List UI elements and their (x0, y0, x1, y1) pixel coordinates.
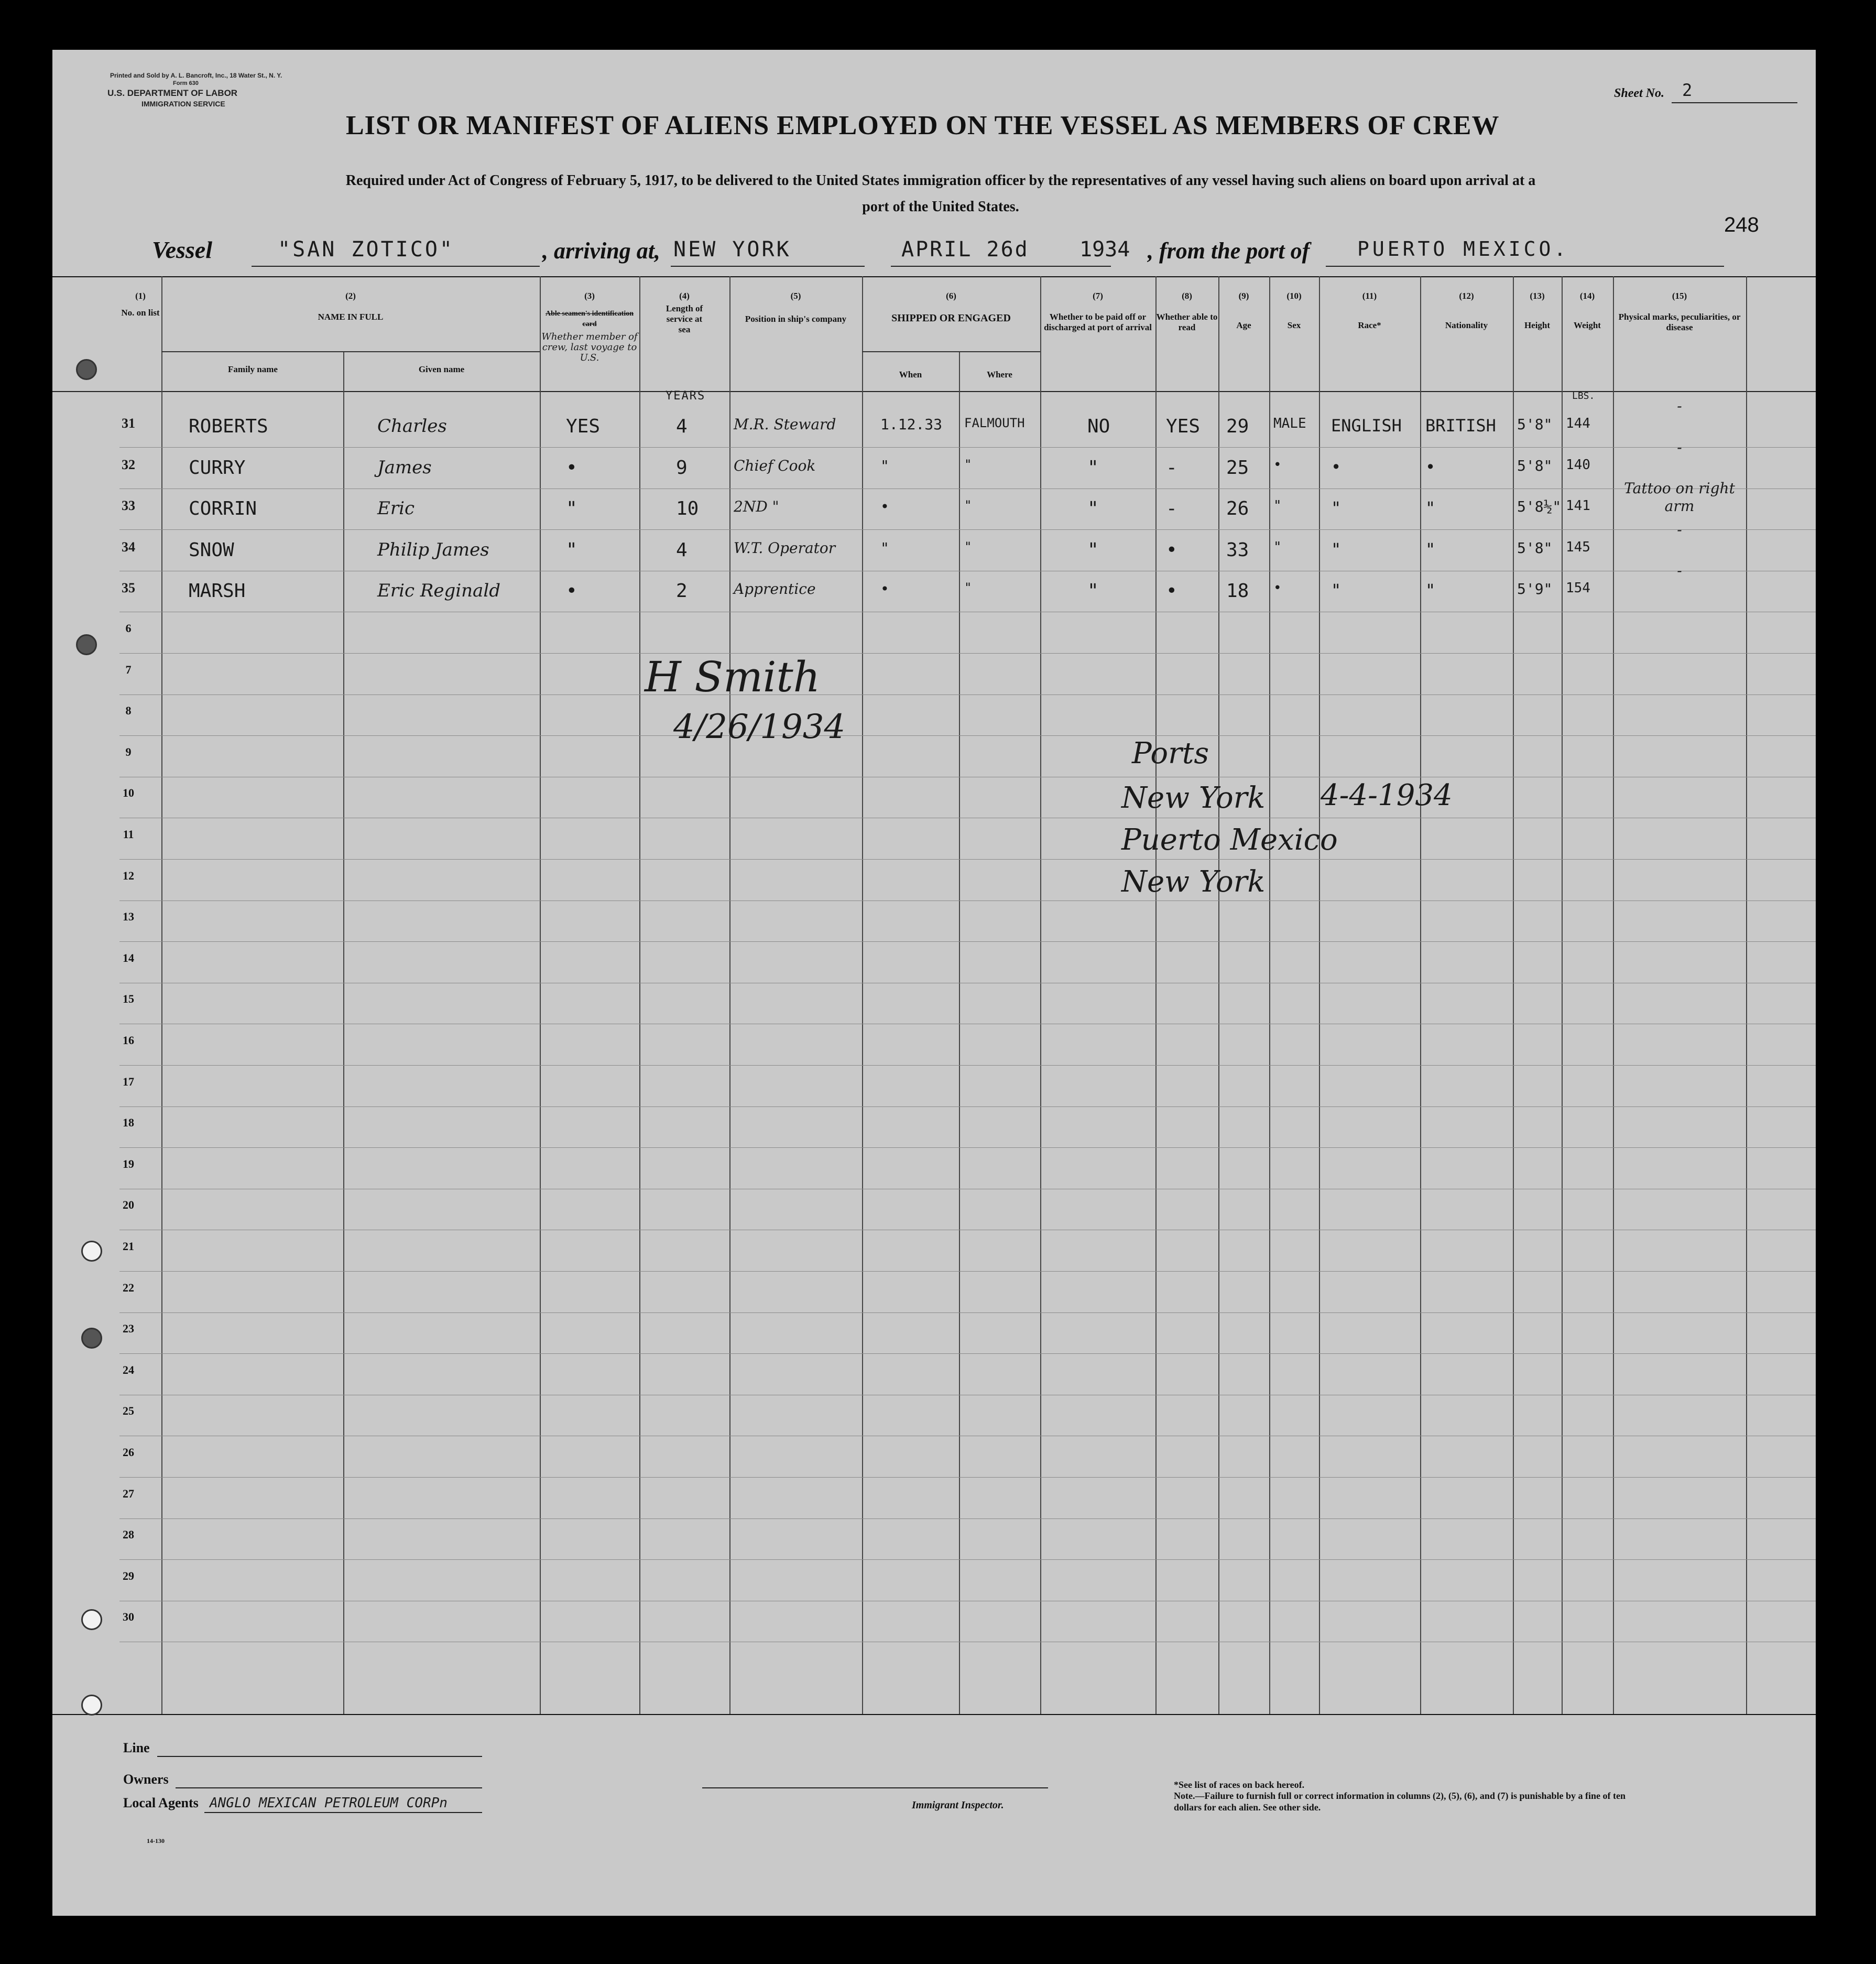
page-stamp: 248 (1724, 213, 1759, 236)
row-number: 21 (123, 1240, 134, 1253)
paid-off-cell: " (1087, 539, 1099, 561)
row-number: 23 (123, 1322, 134, 1335)
signature-name: H Smith (645, 653, 821, 701)
row-number: 12 (123, 869, 134, 882)
family-name-cell: ROBERTS (189, 416, 268, 437)
marks-cell: - (1677, 439, 1682, 456)
col-sep (1155, 276, 1157, 1714)
weight-cell: 141 (1566, 498, 1590, 514)
col-sep (540, 276, 541, 1714)
binder-hole (81, 1241, 102, 1262)
nationality-cell: " (1425, 498, 1436, 518)
where-cell: " (964, 539, 972, 554)
row-number: 26 (123, 1446, 134, 1459)
height-cell: 5'8" (1517, 539, 1553, 557)
form-code: 14-130 (147, 1837, 165, 1844)
col-3-struck: Able seamen's identification card (546, 310, 634, 328)
page-title: LIST OR MANIFEST OF ALIENS EMPLOYED ON THE VESSEL AS MEMBERS OF CREW (346, 111, 1500, 140)
marks-cell: - (1677, 562, 1682, 579)
years-cell: 10 (676, 498, 699, 519)
col-13-header (1513, 291, 1562, 331)
sheet-number-label: Sheet No. (1614, 86, 1664, 100)
vessel-name: "SAN ZOTICO" (278, 237, 454, 262)
col-12-label: Nationality (1445, 320, 1488, 330)
col-4-num: (4) (679, 291, 690, 301)
nationality-cell: • (1425, 457, 1436, 477)
row-number: 29 (123, 1569, 134, 1582)
inspector-underline (702, 1787, 1048, 1788)
col-6-num: (6) (946, 291, 956, 301)
col-4-label: Length of service at sea (666, 303, 703, 334)
years-cell: 4 (676, 416, 688, 437)
sex-cell: " (1273, 498, 1282, 514)
member-cell: YES (566, 416, 601, 437)
member-cell: " (566, 539, 577, 561)
col-9-num: (9) (1238, 291, 1249, 301)
col-10-num: (10) (1286, 291, 1302, 301)
paid-off-cell: " (1087, 457, 1099, 479)
requirement-line-2: port of the United States. (862, 199, 1019, 215)
row-rule (119, 941, 1831, 942)
date-underline (891, 266, 1111, 267)
weight-cell: 144 (1566, 416, 1590, 431)
age-cell: 26 (1226, 498, 1249, 519)
sex-cell: • (1273, 457, 1282, 473)
col-7-label: Whether to be paid off or discharged at port of arrival (1044, 312, 1152, 332)
table-top-border (52, 276, 1831, 277)
lbs-unit: LBS. (1572, 390, 1595, 402)
col-9-label: Age (1236, 320, 1251, 330)
when-cell: " (880, 457, 889, 474)
penalty-note: Note.—Failure to furnish full or correct information in columns (2), (5), (6), and (7) is punishable by a fine of ten dollars for each alien. See other side. (1174, 1791, 1626, 1813)
row-rule (119, 653, 1831, 654)
col-12-num: (12) (1459, 291, 1474, 301)
given-name-cell: Philip James (377, 539, 489, 560)
col-7-header (1040, 291, 1155, 333)
arrival-year: 1934 (1079, 237, 1130, 262)
row-number: 8 (125, 704, 132, 717)
col-8-label: Whether able to read (1156, 312, 1218, 332)
given-name-header: Given name (418, 364, 465, 374)
sex-cell: • (1273, 580, 1282, 596)
col-sep (862, 276, 863, 1714)
department: U.S. DEPARTMENT OF LABOR (107, 88, 238, 98)
member-cell: • (566, 580, 577, 602)
height-cell: 5'8½" (1517, 498, 1562, 515)
from-port-underline (1326, 266, 1724, 267)
row-number: 10 (123, 786, 134, 799)
ports-note-date: 4-4-1934 (1321, 778, 1453, 812)
table-bottom-border (52, 1714, 1831, 1715)
when-cell: • (880, 498, 889, 515)
col-1-header (119, 291, 161, 318)
sheet-number-underline (1672, 102, 1797, 103)
read-cell: - (1166, 457, 1177, 479)
col-13-num: (13) (1530, 291, 1545, 301)
read-cell: YES (1166, 416, 1201, 437)
race-cell: • (1331, 457, 1341, 477)
ports-note-line-2: Puerto Mexico (1121, 823, 1338, 857)
family-name-cell: MARSH (189, 580, 246, 602)
where-cell: FALMOUTH (964, 416, 1025, 430)
col-11-label: Race* (1358, 320, 1381, 330)
family-name-cell: CURRY (189, 457, 246, 479)
when-cell: 1.12.33 (880, 416, 943, 433)
header-bottom-border (52, 391, 1831, 392)
binder-hole (81, 1695, 102, 1716)
row-number: 6 (125, 622, 132, 635)
col-7-num: (7) (1093, 291, 1103, 301)
row-number: 30 (123, 1610, 134, 1623)
row-rule (119, 1518, 1831, 1519)
col-14-label: Weight (1574, 320, 1601, 330)
owners-label: Owners (123, 1772, 169, 1787)
sheet-number: 2 (1682, 80, 1693, 100)
height-cell: 5'8" (1517, 416, 1553, 433)
manifest-sheet (52, 50, 1831, 1916)
row-number: 16 (123, 1034, 134, 1047)
col-11-num: (11) (1362, 291, 1377, 301)
col-14-num: (14) (1579, 291, 1595, 301)
col-2-label: NAME IN FULL (318, 312, 384, 322)
row-rule (119, 1353, 1831, 1354)
marks-cell: - (1677, 397, 1682, 415)
col-13-label: Height (1524, 320, 1551, 330)
printer-line: Printed and Sold by A. L. Bancroft, Inc., 18 Water St., N. Y. (110, 72, 282, 79)
height-cell: 5'8" (1517, 457, 1553, 474)
col-12-header (1420, 291, 1513, 331)
inspector-label: Immigrant Inspector. (912, 1799, 1004, 1811)
row-number: 11 (123, 828, 134, 841)
arriving-port: NEW YORK (673, 237, 791, 262)
given-name-cell: James (377, 457, 432, 478)
row-rule (119, 1312, 1831, 1313)
family-name-cell: SNOW (189, 539, 234, 561)
col-4-header (639, 291, 729, 335)
row-number: 9 (125, 745, 132, 758)
given-name-cell: Charles (377, 416, 447, 437)
row-number: 32 (122, 457, 135, 472)
marks-cell: Tattoo on right arm (1624, 480, 1735, 515)
row-number: 13 (123, 910, 134, 923)
row-rule (119, 1271, 1831, 1272)
col-1-label: No. on list (121, 308, 160, 318)
col-sep (1513, 276, 1514, 1714)
requirement-line-1: Required under Act of Congress of February 5, 1917, to be delivered to the United States immigration officer by the representatives of any vessel having such aliens on board upon arrival at a (345, 172, 1536, 189)
col-10-header (1269, 291, 1319, 331)
where-cell: " (964, 498, 972, 513)
binder-hole (81, 1328, 102, 1349)
col-3-num: (3) (584, 291, 595, 301)
row-number: 34 (122, 539, 135, 555)
col-6-header (862, 291, 1040, 323)
col-sep (959, 351, 960, 1714)
row-rule (119, 1106, 1831, 1107)
col-15-header (1613, 291, 1746, 333)
arriving-label: , arriving at, (542, 238, 660, 264)
service: IMMIGRATION SERVICE (141, 100, 225, 108)
where-cell: " (964, 580, 972, 595)
col-3-handwritten: Whether member of crew, last voyage to U.S. (541, 331, 638, 363)
row-rule (119, 859, 1831, 860)
nationality-cell: " (1425, 580, 1436, 600)
row-number: 7 (125, 663, 132, 676)
owners-underline (176, 1787, 482, 1788)
weight-cell: 140 (1566, 457, 1590, 473)
col-5-num: (5) (790, 291, 801, 301)
family-name-cell: CORRIN (189, 498, 257, 519)
marks-cell: - (1677, 521, 1682, 538)
from-port-label: , from the port of (1148, 238, 1310, 264)
race-cell: " (1331, 580, 1341, 600)
col-5-header (729, 291, 862, 324)
read-cell: • (1166, 539, 1177, 561)
vessel-label: Vessel (152, 236, 212, 263)
shipped-subheader-rule (862, 351, 1040, 352)
row-number: 15 (123, 992, 134, 1005)
given-name-cell: Eric (377, 498, 415, 519)
row-number: 27 (123, 1487, 134, 1500)
line-underline (157, 1756, 482, 1757)
position-cell: Chief Cook (734, 457, 816, 474)
age-cell: 33 (1226, 539, 1249, 561)
form-number: Form 630 (173, 80, 199, 86)
member-cell: " (566, 498, 577, 519)
paid-off-cell: NO (1087, 416, 1110, 437)
row-number: 25 (123, 1404, 134, 1417)
where-cell: " (964, 457, 972, 472)
position-cell: W.T. Operator (734, 539, 836, 557)
paid-off-cell: " (1087, 498, 1099, 519)
when-header: When (899, 370, 922, 379)
age-cell: 25 (1226, 457, 1249, 479)
row-number: 24 (123, 1363, 134, 1376)
agents-value: ANGLO MEXICAN PETROLEUM CORPn (210, 1795, 448, 1811)
col-sep (1746, 276, 1747, 1714)
binder-hole (76, 359, 97, 380)
row-number: 19 (123, 1157, 134, 1170)
when-cell: • (880, 580, 889, 598)
from-port: PUERTO MEXICO. (1357, 237, 1569, 261)
col-8-header (1155, 291, 1218, 333)
years-unit: YEARS (666, 389, 706, 403)
agents-underline (204, 1812, 482, 1813)
where-header: Where (987, 370, 1012, 379)
arriving-underline (671, 266, 865, 267)
agents-label: Local Agents (123, 1795, 199, 1810)
ports-note-line-3: New York (1121, 865, 1266, 899)
col-sep (1319, 276, 1320, 1714)
paid-off-cell: " (1087, 580, 1099, 602)
sex-cell: " (1273, 539, 1282, 555)
position-cell: 2ND " (734, 498, 779, 515)
requirement-note (168, 168, 1714, 220)
col-1-num: (1) (135, 291, 146, 301)
line-label: Line (123, 1740, 150, 1755)
age-cell: 18 (1226, 580, 1249, 602)
signature-date: 4/26/1934 (673, 708, 846, 746)
nationality-cell: " (1425, 539, 1436, 559)
row-number: 17 (123, 1075, 134, 1088)
read-cell: - (1166, 498, 1177, 519)
col-sep (1613, 276, 1614, 1714)
row-number: 33 (122, 498, 135, 513)
ports-note-title: Ports (1132, 736, 1209, 771)
when-cell: " (880, 539, 889, 557)
row-rule (119, 529, 1831, 530)
row-rule (119, 1147, 1831, 1148)
row-number: 18 (123, 1116, 134, 1129)
family-name-header: Family name (228, 364, 278, 374)
col-3-header (540, 291, 639, 363)
years-cell: 2 (676, 580, 688, 602)
col-sep (1562, 276, 1563, 1714)
read-cell: • (1166, 580, 1177, 602)
sex-cell: MALE (1273, 416, 1306, 431)
binder-hole (76, 634, 97, 655)
col-sep (1040, 276, 1041, 1714)
row-rule (119, 900, 1831, 901)
row-rule (119, 1559, 1831, 1560)
row-number: 14 (123, 951, 134, 964)
race-cell: ENGLISH (1331, 416, 1402, 436)
col-8-num: (8) (1182, 291, 1192, 301)
name-subheader-rule (161, 351, 540, 352)
ports-note-line-1: New York (1121, 781, 1266, 815)
position-cell: Apprentice (734, 580, 816, 598)
col-sep (1218, 276, 1219, 1714)
col-14-header (1562, 291, 1613, 331)
row-number: 28 (123, 1528, 134, 1541)
col-15-label: Physical marks, peculiarities, or disease (1618, 312, 1741, 332)
position-cell: M.R. Steward (734, 416, 836, 433)
col-sep (161, 276, 162, 1714)
col-2-header (161, 291, 540, 322)
row-number: 20 (123, 1198, 134, 1211)
age-cell: 29 (1226, 416, 1249, 437)
col-11-header (1319, 291, 1420, 331)
col-sep (343, 351, 344, 1714)
vessel-underline (252, 266, 540, 267)
col-sep (1420, 276, 1421, 1714)
col-sep (639, 276, 640, 1714)
weight-cell: 154 (1566, 580, 1590, 596)
nationality-cell: BRITISH (1425, 416, 1496, 436)
height-cell: 5'9" (1517, 580, 1553, 598)
races-note: *See list of races on back hereof. (1174, 1779, 1305, 1790)
row-rule (119, 1065, 1831, 1066)
row-rule (119, 447, 1831, 448)
given-name-cell: Eric Reginald (377, 580, 500, 601)
weight-cell: 145 (1566, 539, 1590, 555)
row-number: 31 (122, 416, 135, 431)
member-cell: • (566, 457, 577, 479)
arrival-date: APRIL 26d (901, 237, 1029, 262)
col-15-num: (15) (1672, 291, 1687, 301)
col-sep (1269, 276, 1270, 1714)
row-number: 35 (122, 580, 135, 595)
col-5-label: Position in ship's company (745, 314, 847, 324)
race-cell: " (1331, 498, 1341, 518)
col-6-label: SHIPPED OR ENGAGED (891, 312, 1011, 324)
row-rule (119, 735, 1831, 736)
years-cell: 9 (676, 457, 688, 479)
col-sep (729, 276, 730, 1714)
race-cell: " (1331, 539, 1341, 559)
row-rule (119, 1477, 1831, 1478)
sheet-edge-shadow (1816, 50, 1831, 1916)
col-9-header (1218, 291, 1269, 331)
binder-hole (81, 1609, 102, 1630)
col-10-label: Sex (1287, 320, 1301, 330)
col-2-num: (2) (345, 291, 356, 301)
row-number: 22 (123, 1281, 134, 1294)
years-cell: 4 (676, 539, 688, 561)
